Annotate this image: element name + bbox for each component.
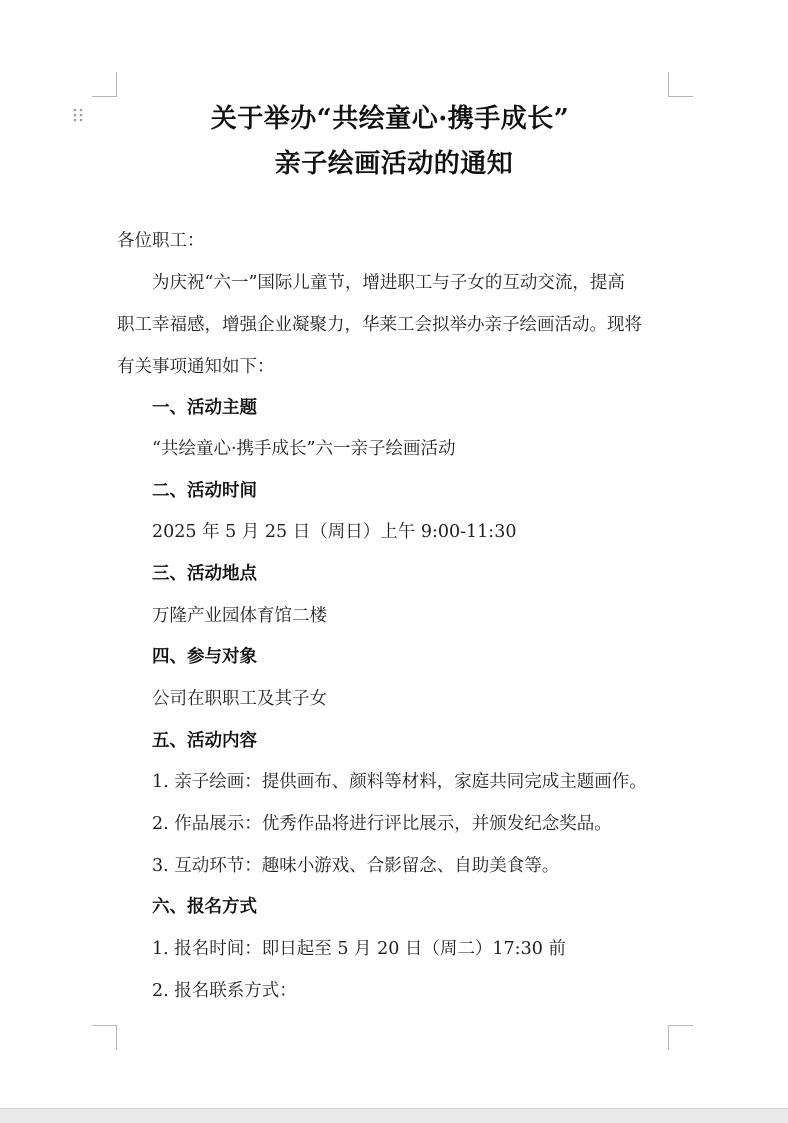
section-theme-heading: 一、活动主题 [152,398,257,418]
section-audience-heading: 四、参与对象 [152,647,257,667]
section-audience-body: 公司在职职工及其子女 [152,689,327,709]
salutation: 各位职工： [117,231,205,251]
crop-mark-top-right [668,72,693,97]
intro-line-1: 为庆祝“六一”国际儿童节，增进职工与子女的互动交流，提高 [152,273,625,293]
signup-item: 1. 报名时间：即日起至 5 月 20 日（周二）17:30 前 [152,939,566,959]
section-place-heading: 三、活动地点 [152,564,257,584]
section-theme-body: “共绘童心·携手成长”六一亲子绘画活动 [152,439,456,459]
crop-mark-bottom-left [92,1025,117,1050]
crop-mark-bottom-right [668,1025,693,1050]
section-place-body: 万隆产业园体育馆二楼 [152,606,327,626]
page-gap [0,1108,788,1123]
section-content-heading: 五、活动内容 [152,731,257,751]
document-title-line-2: 亲子绘画活动的通知 [274,149,514,179]
content-item: 3. 互动环节：趣味小游戏、合影留念、自助美食等。 [152,856,560,876]
document-title-line-1: 关于举办“共绘童心·携手成长” [210,104,570,134]
content-item: 2. 作品展示：优秀作品将进行评比展示，并颁发纪念奖品。 [152,814,612,834]
section-time-heading: 二、活动时间 [152,481,257,501]
intro-line-2: 职工幸福感，增强企业凝聚力，华莱工会拟举办亲子绘画活动。现将 [117,315,642,335]
section-signup-heading: 六、报名方式 [152,897,257,917]
crop-mark-top-left [92,72,117,97]
section-time-body: 2025 年 5 月 25 日（周日）上午 9:00-11:30 [152,522,517,542]
signup-item: 2. 报名联系方式： [152,981,297,1001]
intro-line-3: 有关事项通知如下： [117,357,275,377]
content-item: 1. 亲子绘画：提供画布、颜料等材料，家庭共同完成主题画作。 [152,772,647,792]
